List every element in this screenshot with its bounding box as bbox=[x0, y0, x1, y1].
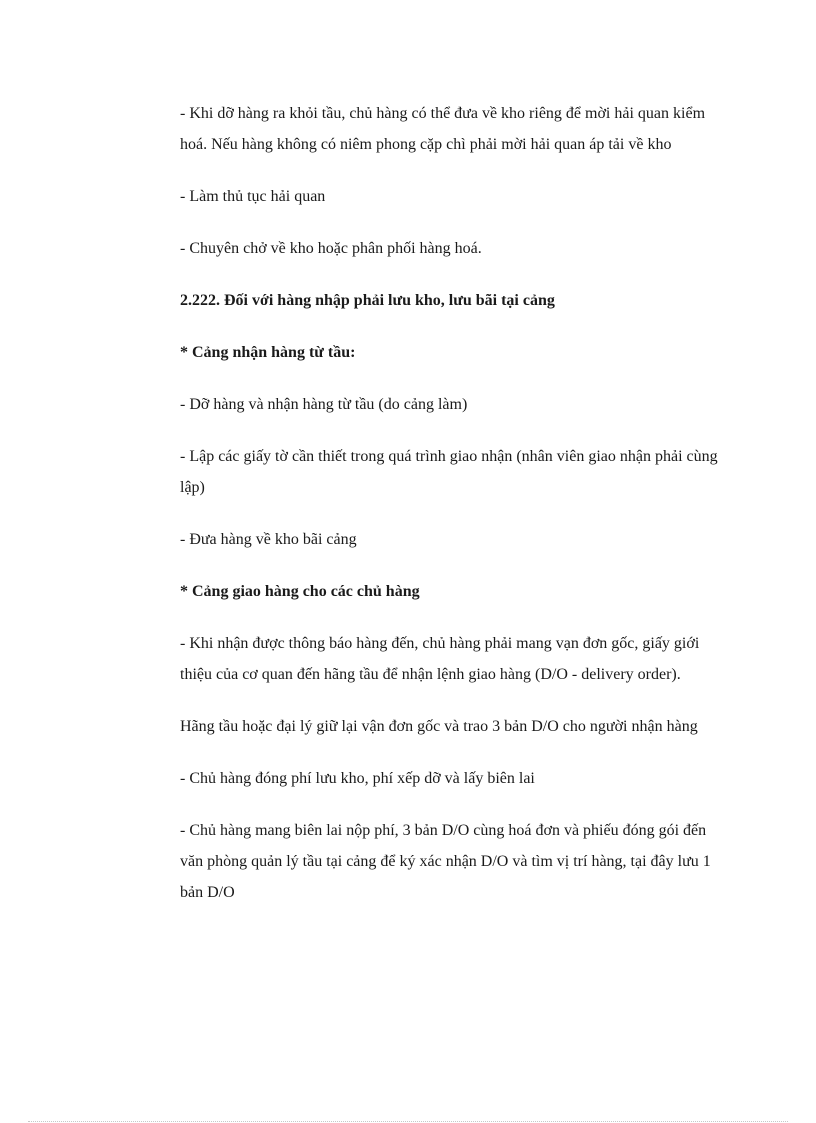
paragraph-transport-distribution: - Chuyên chở về kho hoặc phân phối hàng hoá. bbox=[180, 240, 482, 257]
paragraph-goods-to-port-warehouse: - Đưa hàng về kho bãi cảng bbox=[180, 531, 357, 548]
paragraph-unloading-to-private-warehouse: - Khi dỡ hàng ra khỏi tầu, chủ hàng có thể đưa về kho riêng để mời hải quan kiểm hoá. Nếu hàng không có niêm phong cặp chì phải mời hải quan áp tải về kho bbox=[180, 105, 706, 153]
paragraph-prepare-documents: - Lập các giấy tờ cần thiết trong quá trình giao nhận (nhân viên giao nhận phải cùng lập) bbox=[180, 448, 718, 496]
paragraph-pay-storage-fees: - Chủ hàng đóng phí lưu kho, phí xếp dỡ và lấy biên lai bbox=[180, 770, 535, 787]
paragraph-confirm-do-at-port-office: - Chủ hàng mang biên lai nộp phí, 3 bản D/O cùng hoá đơn và phiếu đóng gói đến văn phòng quản lý tầu tại cảng để ký xác nhận D/O và tìm vị trí hàng, tại đây lưu 1 bản D/O bbox=[180, 822, 711, 901]
page-bottom-divider bbox=[28, 1121, 788, 1122]
subheading-port-receives-goods: * Cảng nhận hàng từ tầu: bbox=[180, 344, 356, 361]
paragraph-shipping-line-issues-do: Hãng tầu hoặc đại lý giữ lại vận đơn gốc và trao 3 bản D/O cho người nhận hàng bbox=[180, 718, 698, 735]
subheading-port-delivers-goods: * Cảng giao hàng cho các chủ hàng bbox=[180, 583, 420, 600]
paragraph-unloading-by-port: - Dỡ hàng và nhận hàng từ tầu (do cảng làm) bbox=[180, 396, 468, 413]
document-body bbox=[180, 98, 728, 929]
paragraph-delivery-order-request: - Khi nhận được thông báo hàng đến, chủ hàng phải mang vạn đơn gốc, giấy giới thiệu của cơ quan đến hãng tầu để nhận lệnh giao hàng (D/O - delivery order). bbox=[180, 635, 700, 683]
paragraph-customs-procedure: - Làm thủ tục hải quan bbox=[180, 188, 326, 205]
section-heading-import-storage: 2.222. Đối với hàng nhập phải lưu kho, lưu bãi tại cảng bbox=[180, 292, 555, 309]
